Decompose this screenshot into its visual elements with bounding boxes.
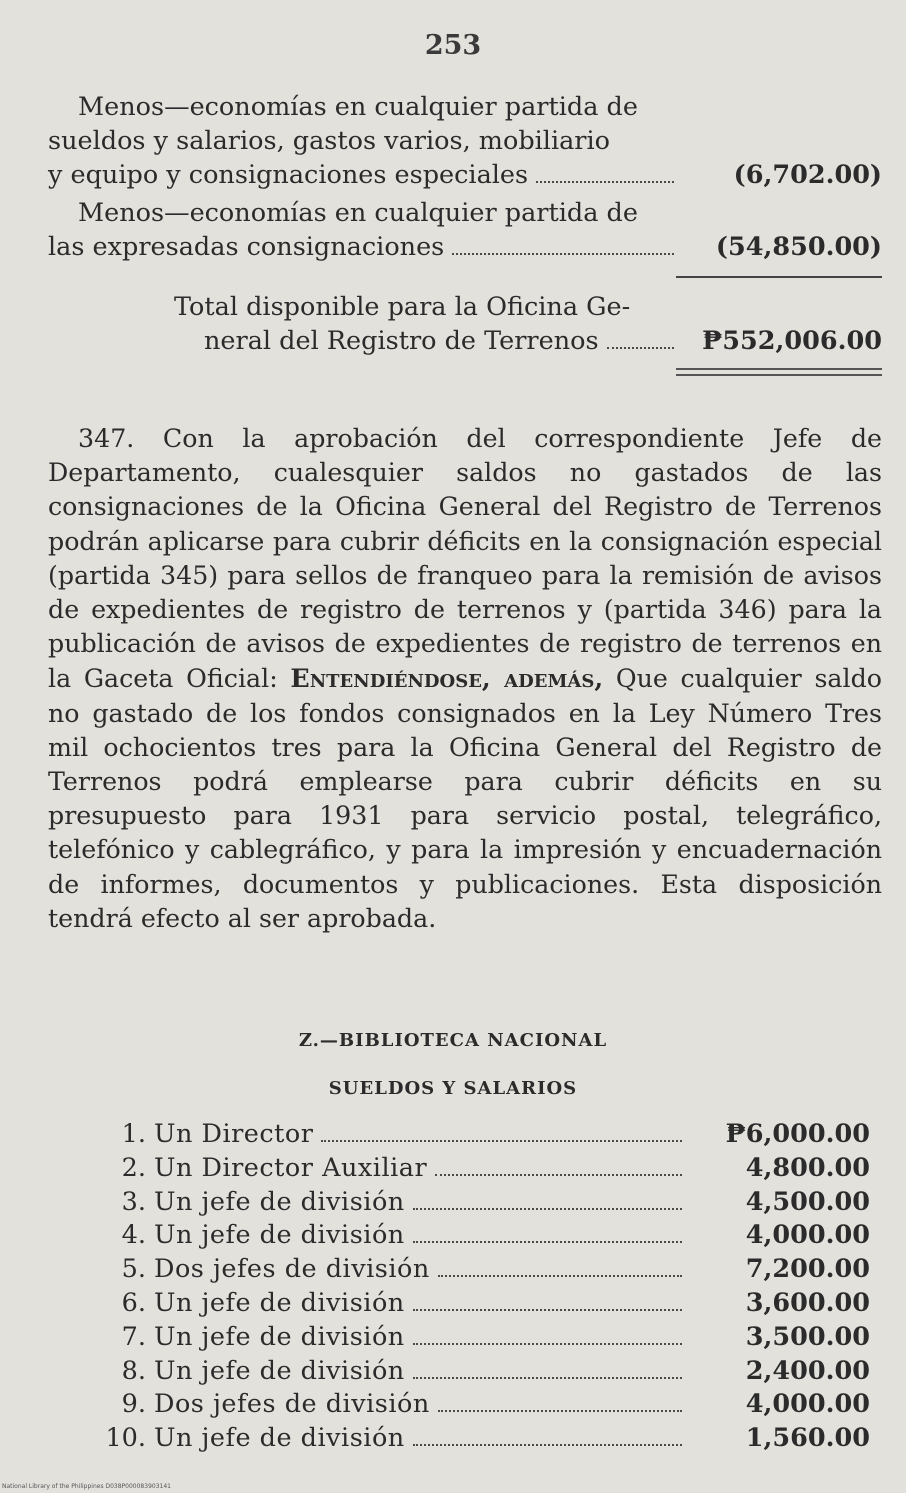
salary-number: 9. xyxy=(121,1389,146,1420)
salary-label: Un Director xyxy=(154,1119,314,1149)
paragraph-text: Que cualquier saldo no gastado de los fondos consignados en la Ley Número Tres mil ochocientos tres para la Oficina General del Registro de Terrenos podrá emplearse para cubrir déficits en su presupuesto para 1931 para servicio postal, telegráfico, telefónico y cablegráfico, y para la impresión y encuadernación de informes, documentos y publicaciones. Esta disposición tendrá efecto al ser aprobada. xyxy=(48,664,883,933)
salary-amount: 7,200.00 xyxy=(745,1254,870,1285)
salary-label: Un jefe de división xyxy=(154,1287,405,1318)
subtotal-rule xyxy=(676,276,882,278)
section-subtitle: SUELDOS Y SALARIOS xyxy=(328,1078,578,1099)
salary-item xyxy=(100,1253,870,1287)
salary-number: 1. xyxy=(121,1119,146,1149)
salary-label: Dos jefes de división xyxy=(154,1254,430,1285)
salary-number: 2. xyxy=(121,1152,146,1183)
leader-dots xyxy=(607,347,674,349)
salary-amount: 4,000.00 xyxy=(745,1389,870,1420)
paragraph-347 xyxy=(48,422,882,936)
salary-label: Un jefe de división xyxy=(154,1220,405,1251)
deduction-label: las expresadas consignaciones xyxy=(48,232,445,262)
leader-dots xyxy=(435,1174,682,1176)
salary-label: Un jefe de división xyxy=(154,1321,405,1352)
deduction-entry xyxy=(48,90,882,192)
salary-label: Un jefe de división xyxy=(154,1423,405,1454)
deduction-amount-row xyxy=(48,230,882,264)
salary-number: 8. xyxy=(121,1355,146,1386)
total-label: neral del Registro de Terrenos xyxy=(204,326,599,356)
salary-item xyxy=(100,1355,870,1389)
salary-amount: 3,600.00 xyxy=(745,1287,870,1318)
salary-item xyxy=(100,1186,870,1220)
salary-amount: 2,400.00 xyxy=(745,1355,870,1386)
total-amount-row xyxy=(48,324,882,358)
leader-dots xyxy=(536,181,674,183)
total-text-line: Total disponible para la Oficina Ge- xyxy=(174,292,631,322)
salary-number: 4. xyxy=(121,1220,146,1251)
deduction-text-line: Menos—economías en cualquier partida de xyxy=(78,198,638,228)
total-entry xyxy=(48,290,882,358)
salary-label: Un Director Auxiliar xyxy=(154,1152,428,1183)
paragraph-text: 347. Con la aprobación del correspondiente Jefe de Departamento, cualesquier saldos no gastados de las consignaciones de la Oficina General del Registro de Terrenos podrán aplicarse para cubrir déficits en la consignación especial (partida 345) para sellos de franqueo para la remisión de avisos de expedientes de registro de terrenos y (partida 346) para la publicación de avisos de expedientes de registro de terrenos en la Gaceta Oficial: xyxy=(48,424,882,694)
leader-dots xyxy=(413,1309,682,1311)
salary-item xyxy=(100,1287,870,1321)
salary-amount: 1,560.00 xyxy=(745,1423,870,1454)
salary-label: Dos jefes de división xyxy=(154,1389,430,1420)
salary-list xyxy=(100,1118,870,1456)
deduction-label: y equipo y consignaciones especiales xyxy=(48,160,529,190)
section-title: Z.—BIBLIOTECA NACIONAL xyxy=(298,1030,608,1051)
salary-item xyxy=(100,1219,870,1253)
leader-dots xyxy=(321,1140,682,1142)
leader-dots xyxy=(438,1275,682,1277)
total-double-rule xyxy=(676,368,882,376)
salary-item xyxy=(100,1118,870,1152)
leader-dots xyxy=(452,253,674,255)
leader-dots xyxy=(413,1444,682,1446)
deduction-text-line: Menos—economías en cualquier partida de xyxy=(78,92,638,122)
leader-dots xyxy=(438,1410,682,1412)
leader-dots xyxy=(413,1208,682,1210)
deduction-amount: (54,850.00) xyxy=(715,232,882,262)
deduction-text-line: sueldos y salarios, gastos varios, mobiliario xyxy=(48,126,611,156)
salary-label: Un jefe de división xyxy=(154,1186,405,1217)
salary-number: 10. xyxy=(105,1423,146,1454)
deduction-entry xyxy=(48,196,882,264)
leader-dots xyxy=(413,1241,682,1243)
salary-item xyxy=(100,1321,870,1355)
salary-number: 7. xyxy=(121,1321,146,1352)
salary-label: Un jefe de división xyxy=(154,1355,405,1386)
salary-amount: 4,000.00 xyxy=(745,1220,870,1251)
deduction-amount-row xyxy=(48,158,882,192)
leader-dots xyxy=(413,1377,682,1379)
page-number: 253 xyxy=(424,30,482,61)
salary-number: 3. xyxy=(121,1186,146,1217)
leader-dots xyxy=(413,1343,682,1345)
scan-footer: National Library of the Philippines D038P000083903141 xyxy=(2,1483,171,1490)
salary-item xyxy=(100,1388,870,1422)
salary-amount: 4,500.00 xyxy=(745,1186,870,1217)
salary-item xyxy=(100,1422,870,1456)
total-amount: ₱552,006.00 xyxy=(702,326,882,356)
deduction-amount: (6,702.00) xyxy=(733,160,882,190)
salary-amount: 3,500.00 xyxy=(745,1321,870,1352)
salary-amount: ₱6,000.00 xyxy=(725,1119,870,1149)
salary-amount: 4,800.00 xyxy=(745,1152,870,1183)
salary-number: 5. xyxy=(121,1254,146,1285)
salary-item xyxy=(100,1152,870,1186)
paragraph-smallcaps: Entendiéndose, además, xyxy=(290,663,604,694)
salary-number: 6. xyxy=(121,1287,146,1318)
